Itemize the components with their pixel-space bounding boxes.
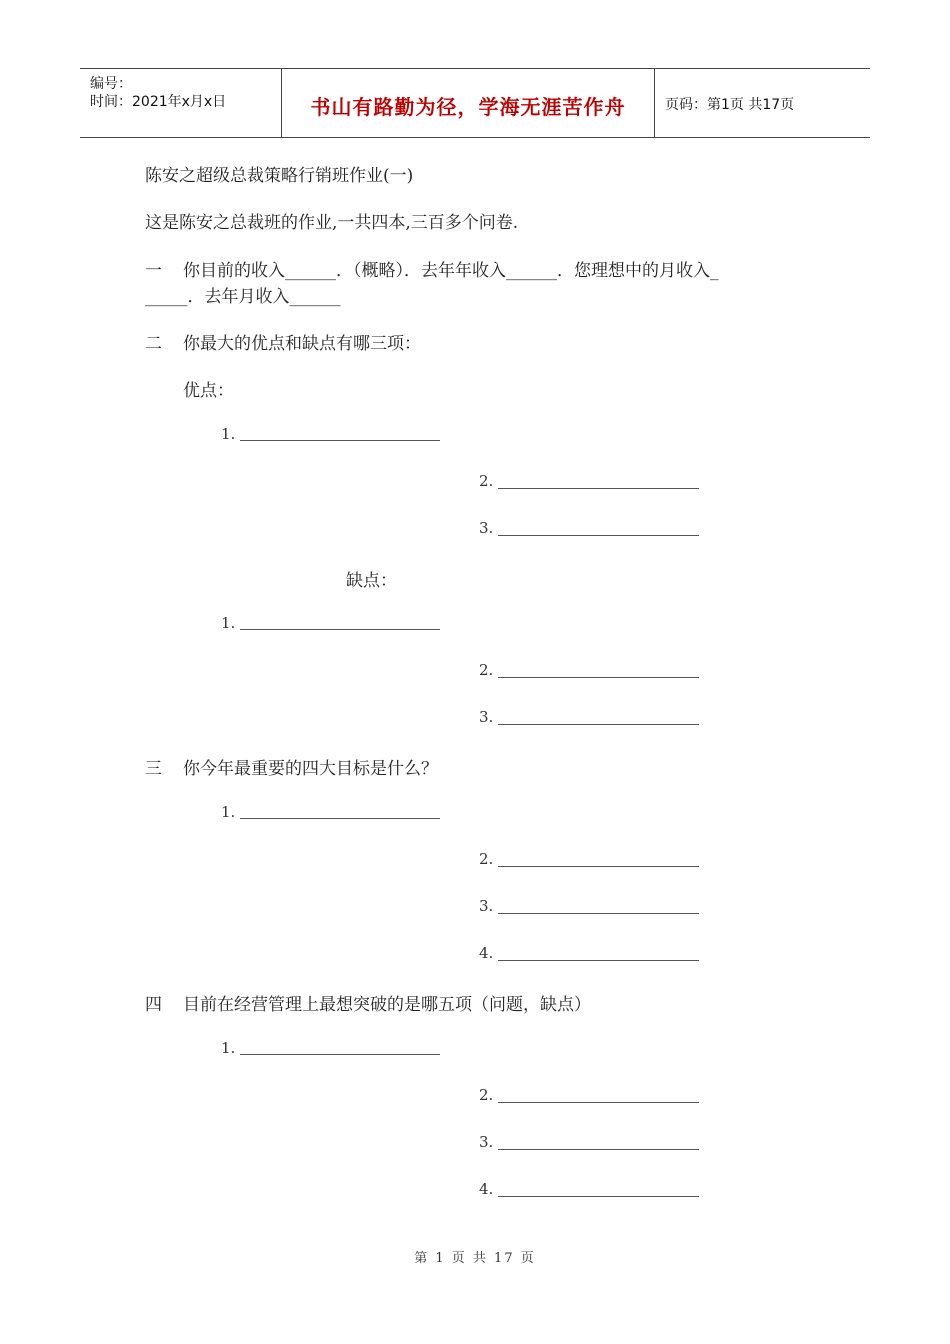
weakness-2-number: 2. (479, 661, 494, 679)
strength-3-blank[interactable] (498, 535, 699, 536)
header-motto-cell (282, 69, 655, 137)
weakness-3-number: 3. (479, 708, 494, 726)
header-page-cell (655, 69, 870, 137)
issue-2-blank[interactable] (498, 1102, 699, 1103)
weakness-3-blank[interactable] (498, 724, 699, 725)
goal-3-number: 3. (479, 897, 494, 915)
q4-marker: 四 (145, 995, 162, 1015)
issue-4-number: 4. (479, 1180, 494, 1198)
goal-2-number: 2. (479, 850, 494, 868)
goal-4-number: 4. (479, 944, 494, 962)
weakness-2-blank[interactable] (498, 677, 699, 678)
issue-1-blank[interactable] (240, 1054, 440, 1055)
strength-2-number: 2. (479, 472, 494, 490)
q3-text: 你今年最重要的四大目标是什么？ (183, 759, 438, 779)
motto: 书山有路勤为径，学海无涯苦作舟 (310, 95, 626, 119)
date-line: 时间：2021年x月x日 (90, 94, 227, 110)
issue-1-number: 1. (221, 1039, 236, 1057)
goal-4-blank[interactable] (498, 960, 699, 961)
page-header (80, 68, 870, 138)
goal-1-number: 1. (221, 803, 236, 821)
issue-2-number: 2. (479, 1086, 494, 1104)
page-footer: 第 1 页 共 17 页 (414, 1251, 536, 1266)
q2-text: 你最大的优点和缺点有哪三项： (183, 334, 421, 354)
page-info: 页码：第1页 共17页 (665, 97, 795, 113)
strengths-label: 优点： (183, 381, 234, 401)
q1-line2: _____．去年月收入______ (145, 287, 341, 307)
goal-3-blank[interactable] (498, 913, 699, 914)
strength-2-blank[interactable] (498, 488, 699, 489)
issue-4-blank[interactable] (498, 1196, 699, 1197)
weakness-1-blank[interactable] (240, 629, 440, 630)
q1-marker: 一 (145, 261, 162, 281)
doc-intro: 这是陈安之总裁班的作业,一共四本,三百多个问卷. (145, 213, 519, 233)
weakness-1-number: 1. (221, 614, 236, 632)
issue-3-number: 3. (479, 1133, 494, 1151)
q1-line1: 你目前的收入______．（概略）．去年年收入______．您理想中的月收入_ (183, 261, 719, 281)
strength-3-number: 3. (479, 519, 494, 537)
issue-3-blank[interactable] (498, 1149, 699, 1150)
strength-1-number: 1. (221, 425, 236, 443)
q3-marker: 三 (145, 759, 162, 779)
q4-text: 目前在经营管理上最想突破的是哪五项（问题，缺点） (183, 995, 591, 1015)
goal-2-blank[interactable] (498, 866, 699, 867)
goal-1-blank[interactable] (240, 818, 440, 819)
strength-1-blank[interactable] (240, 440, 440, 441)
doc-title: 陈安之超级总裁策略行销班作业(一) (145, 166, 414, 186)
weaknesses-label: 缺点： (346, 571, 397, 591)
header-meta-cell (80, 69, 282, 137)
q2-marker: 二 (145, 334, 162, 354)
code-label: 编号： (90, 76, 132, 92)
